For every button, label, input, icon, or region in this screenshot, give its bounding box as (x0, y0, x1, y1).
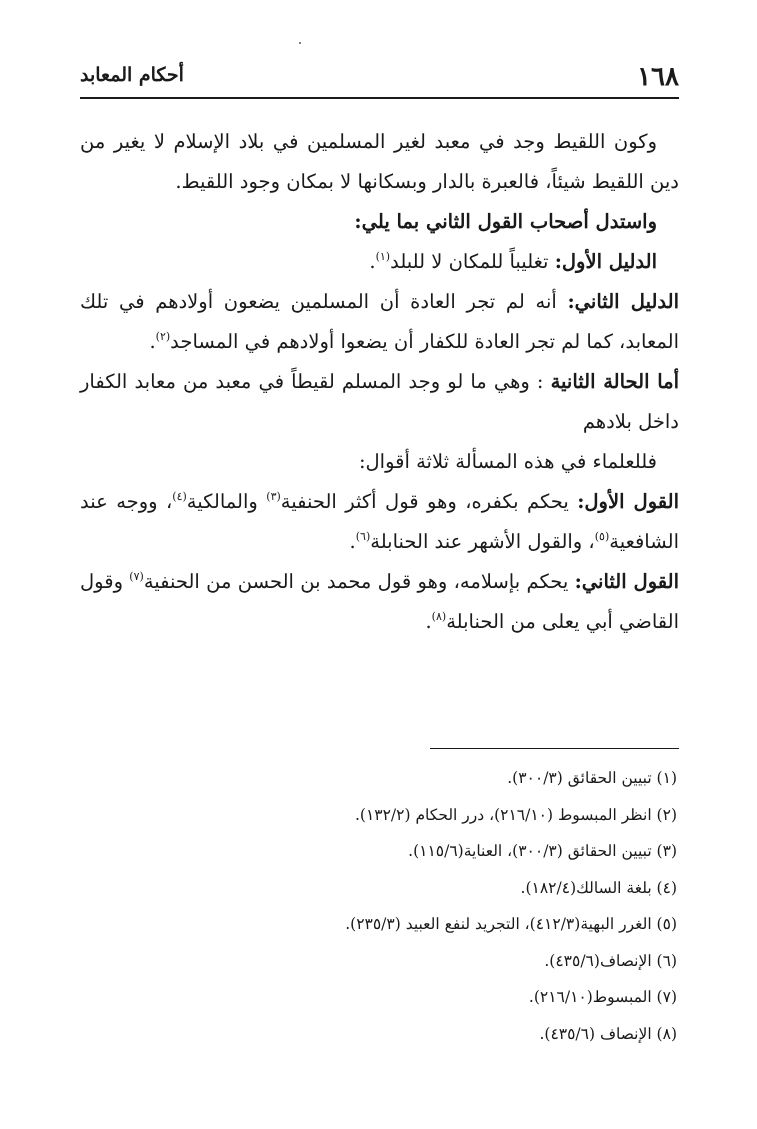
paragraph-8 (80, 562, 679, 642)
paragraph-end: . (149, 330, 156, 353)
second-case-text: : وهي ما لو وجد المسلم لقيطاً في معبد من معابد الكفار داخل بلادهم (80, 370, 679, 433)
opinion-1-text-b: والمالكية (186, 490, 267, 513)
footnote-ref-5[interactable]: (٥) (594, 530, 610, 543)
evidence-1-label: الدليل الأول: (554, 250, 657, 273)
page-header (80, 60, 679, 100)
header-rule (80, 97, 679, 99)
paragraph-6: فللعلماء في هذه المسألة ثلاثة أقوال: (358, 450, 657, 473)
footnote-ref-2[interactable]: (٢) (155, 330, 171, 343)
opinion-1-text-d: ، والقول الأشهر عند الحنابلة (370, 530, 595, 553)
running-title: أحكام المعابد (80, 64, 184, 86)
print-speck (299, 42, 301, 44)
paragraph-end: . (425, 610, 432, 633)
footnote-2: (٢) انظر المبسوط (٢١٦/١٠)، درر الحكام (١٣٢/٢). (354, 805, 677, 824)
evidence-2-text: أنه لم تجر العادة أن المسلمين يضعون أولادهم في تلك المعابد، كما لم تجر العادة للكفار أن يضعوا أولادهم في المساجد (80, 290, 679, 353)
footnote-5: (٥) الغرر البهية(٤١٢/٣)، التجريد لنفع العبيد (٢٣٥/٣). (345, 915, 677, 933)
footnote-ref-8[interactable]: (٨) (431, 610, 447, 623)
footnote-1: (١) تبيين الحقائق (٣٠٠/٣). (507, 769, 677, 787)
opinion-1-text-c: ، ووجه عند الشافعية (80, 490, 679, 553)
paragraph-7 (80, 482, 679, 562)
paragraph-end: . (349, 530, 356, 553)
footnote-ref-4[interactable]: (٤) (172, 490, 187, 503)
opinion-2-text-b: وقول القاضي أبي يعلى من الحنابلة (80, 570, 679, 633)
paragraph-3 (80, 242, 679, 282)
footnote-separator (430, 748, 679, 749)
paragraph-1: وكون اللقيط وجد في معبد لغير المسلمين في بلاد الإسلام لا يغير من دين اللقيط شيئاً، فالعبرة بالدار وبسكانها لا بمكان وجود اللقيط. (80, 130, 679, 193)
footnote-ref-6[interactable]: (٦) (355, 530, 371, 543)
footnote-ref-1[interactable]: (١) (375, 250, 391, 263)
evidence-1-text: تغليباً للمكان لا للبلد (390, 250, 555, 273)
page-number: ١٦٨ (637, 62, 679, 92)
footnote-4: (٤) بلغة السالك(١٨٢/٤). (520, 878, 677, 897)
footnote-8: (٨) الإنصاف (٤٣٥/٦). (539, 1024, 677, 1043)
paragraph-end: . (369, 250, 376, 273)
paragraph-2-heading: واستدل أصحاب القول الثاني بما يلي: (354, 210, 657, 233)
footnote-3: (٣) تبيين الحقائق (٣٠٠/٣)، العناية(١١٥/٦). (408, 842, 677, 860)
evidence-2-label: الدليل الثاني: (567, 290, 679, 313)
footnotes (80, 760, 679, 1052)
second-case-label: أما الحالة الثانية (550, 370, 679, 393)
opinion-1-label: القول الأول: (577, 490, 679, 513)
footnote-ref-7[interactable]: (٧) (129, 570, 144, 583)
main-text (80, 122, 679, 642)
opinion-2-label: القول الثاني: (574, 570, 679, 593)
paragraph-4 (80, 282, 679, 362)
opinion-1-text-a: يحكم بكفره، وهو قول أكثر الحنفية (280, 490, 578, 513)
footnote-6: (٦) الإنصاف(٤٣٥/٦). (544, 951, 677, 970)
footnote-7: (٧) المبسوط(٢١٦/١٠). (528, 988, 677, 1006)
paragraph-5 (80, 362, 679, 442)
opinion-2-text-a: يحكم بإسلامه، وهو قول محمد بن الحسن من الحنفية (143, 570, 575, 593)
footnote-ref-3[interactable]: (٣) (266, 490, 281, 503)
